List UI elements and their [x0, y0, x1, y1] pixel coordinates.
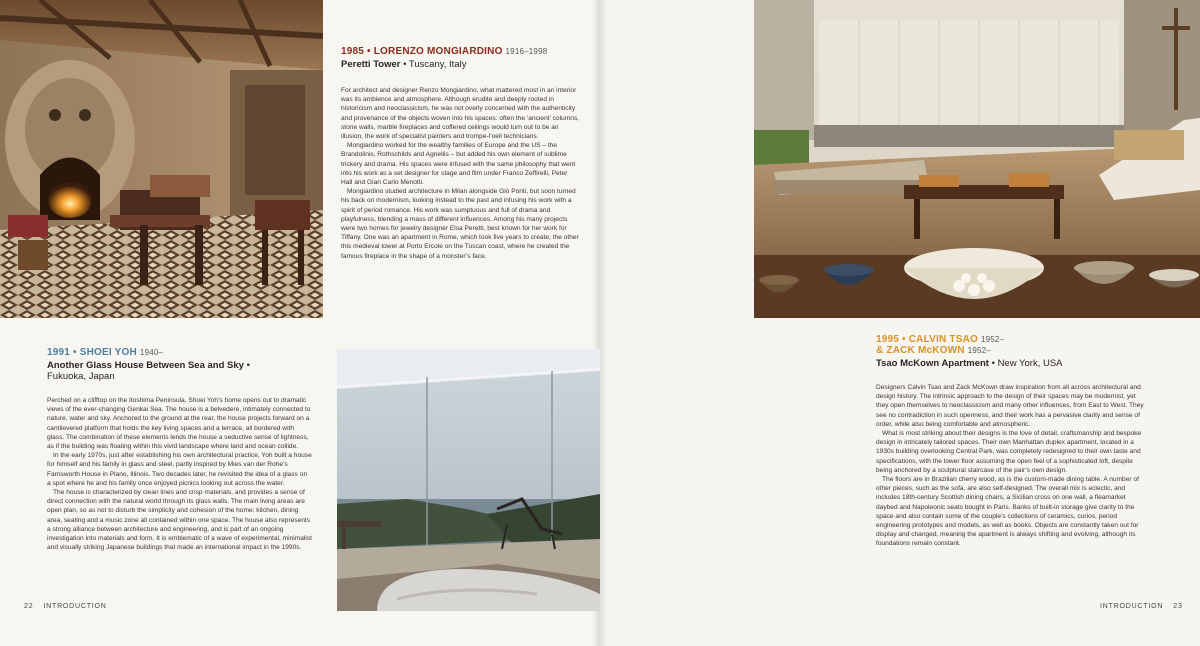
entry-1995-years-1: 1952–	[980, 335, 1005, 344]
entry-1985-paragraph: Mongiardino worked for the wealthy families of Europe and the US – the Brandolinis, Rothschilds and Agnellis – but added his own element of sublime trickery and drama. His spaces were infused with the same philosophy that went into his work as a set designer for stage and film under Franco Zeffirelli, Peter Hall and Gian Carlo Menotti.	[341, 142, 576, 187]
entry-1995-year: 1995	[876, 334, 900, 345]
entry-1985-designer: LORENZO MONGIARDINO	[373, 46, 503, 57]
entry-1991-subtitle: Another Glass House Between Sea and Sky • Fukuoka, Japan	[47, 360, 250, 382]
entry-1985-subtitle: Peretti Tower • Tuscany, Italy	[341, 59, 467, 70]
entry-1995-designer-1: CALVIN TSAO	[908, 334, 978, 345]
entry-1991-years: 1940–	[139, 348, 164, 357]
right-running-head: INTRODUCTION	[1100, 603, 1164, 610]
entry-1995-heading: 1995 • CALVIN TSAO 1952– & ZACK McKOWN 1952–	[876, 334, 1005, 356]
glass-house-photo	[337, 349, 600, 611]
entry-1985-years: 1916–1998	[505, 47, 548, 56]
entry-1991-heading: 1991 • SHOEI YOH 1940–	[47, 347, 164, 358]
entry-1991-designer: SHOEI YOH	[79, 347, 137, 358]
entry-1985-location: Tuscany, Italy	[408, 59, 467, 70]
entry-1991-year: 1991	[47, 347, 71, 358]
entry-1991-project: Another Glass House Between Sea and Sky	[47, 360, 244, 371]
entry-1985-project: Peretti Tower	[341, 59, 401, 70]
entry-1991-paragraph: Perched on a clifftop on the Itoshima Peninsula, Shoei Yoh’s home opens out to dramatic views of the ever-changing Genkai Sea. The house is a belvedere, intimately connected to nature, water and sky. Anchored to the ground at the rear, the house projects forward on a cantilevered platform that holds the key living spaces and a terrace, all bordered with glass. The combination of these elements lends the house a seductive sense of lightness, as if the building was floating within this vivid landscape where land and ocean collide.	[47, 397, 311, 451]
entry-1995-project: Tsao McKown Apartment	[876, 358, 989, 369]
entry-1985-body	[341, 86, 579, 261]
entry-1995-paragraph: The floors are in Brazilian cherry wood, as is the custom-made dining table. A number of other pieces, such as the sofa, are also self-designed. The overall mix is eclectic, and includes 18th-century Scottish dining chairs, a Sicilian cross on one wall, a fleamarket daybed and Napoleonic seats bought in Paris. Banks of built-in storage give clarity to the space and also contain some of the couple’s collections of ceramics, curios, period engineering prototypes and models, as well as books. Objects are constantly taken out for display and changed, meaning the apartment is always shifting and evolving, although its foundations remain constant.	[876, 476, 1139, 548]
entry-1991	[47, 347, 312, 552]
right-page-number: 23	[1173, 603, 1183, 610]
left-folio	[14, 603, 107, 610]
entry-1985-paragraph: Mongiardino studied architecture in Milan alongside Giò Ponti, but soon turned his back on modernism, looking instead to the past and infusing his work with a spirit of period romance. His work was sumptuous and full of drama and playfulness, blending a mass of different influences. Among his many projects were two homes for jewelry designer Elsa Peretti, best known for her work for Tiffany. One was an apartment in Rome, which took five years to create; the other this medieval tower at Porto Ercole on the Tuscan coast, where he created the famous fireplace in the shape of a monster’s face.	[341, 188, 579, 260]
entry-1995-subtitle: Tsao McKown Apartment • New York, USA	[876, 358, 1063, 369]
left-running-head: INTRODUCTION	[43, 603, 107, 610]
entry-1995	[876, 334, 1148, 549]
entry-1995-location: New York, USA	[997, 358, 1063, 369]
right-folio	[1100, 603, 1193, 610]
tsao-mckown-photo	[754, 0, 1200, 318]
entry-1991-location: Fukuoka, Japan	[47, 371, 115, 382]
entry-1985-year: 1985	[341, 46, 365, 57]
entry-1985-heading: 1985 • LORENZO MONGIARDINO 1916–1998	[341, 46, 548, 57]
entry-1995-designer-2: & ZACK McKOWN	[876, 345, 965, 356]
entry-1995-paragraph: What is most striking about their designs is the love of detail, craftsmanship and bespoke design in intricately tailored spaces. Their own Manhattan duplex apartment, located in a 1930s building overlooking Central Park, was completely redesigned to their own taste and specifications, with the lower floor assuming the open feel of a sophisticated loft, despite being anchored by a sculptural staircase of the pair’s own design.	[876, 430, 1142, 474]
entry-1995-years-2: 1952–	[967, 346, 991, 355]
entry-1985-paragraph: For architect and designer Renzo Mongiardino, what mattered most in an interior was its ambience and atmosphere. Although erudite and deeply rooted in historicism and neoclassicism, he was not overly concerned with the authenticity and provenance of the objects woven into his spaces: often the ‘ancient’ columns, stone walls, marble fireplaces and coffered ceilings would turn out to be an illusion, the work of specialist painters and trompe-l’oeil technicians.	[341, 87, 580, 141]
entry-1995-paragraph: Designers Calvin Tsao and Zack McKown draw inspiration from all across architectural and design history. The intrinsic approach to the design of their spaces may be modernist, yet they open themselves to neoclassicism and many other influences, from East to West. They see no contradiction in such openness, and their work has a pervasive clarity and sense of order, while also being comfortable and atmospheric.	[876, 384, 1144, 428]
entry-1985	[341, 46, 579, 261]
entry-1991-paragraph: In the early 1970s, just after establishing his own architectural practice, Yoh built a house for himself and his family in glass and steel, partly inspired by Mies van der Rohe’s Farnsworth House in Plano, Illinois. Two decades later, he revisited the idea of a glass on a spot where he and his family once enjoyed picnics looking out across the water.	[47, 452, 312, 487]
entry-1991-paragraph: The house is characterized by clean lines and crisp materials, and provides a sense of direct connection with the natural world through its glass walls. The main living areas are open plan, so as not to disturb the simplicity and cohesion of the home: kitchen, dining area, seating and a music zone all contained within one space. The house also represents a strong alliance between architecture and engineering, and is part of an ongoing investigation into materials and form. It is emblematic of a wave of experimental, minimalist and visually striking Japanese buildings that made an international impact in the 1990s.	[47, 489, 312, 552]
entry-1995-body	[876, 383, 1148, 549]
left-page-number: 22	[24, 603, 34, 610]
peretti-tower-photo	[0, 0, 323, 318]
entry-1991-body	[47, 396, 312, 552]
